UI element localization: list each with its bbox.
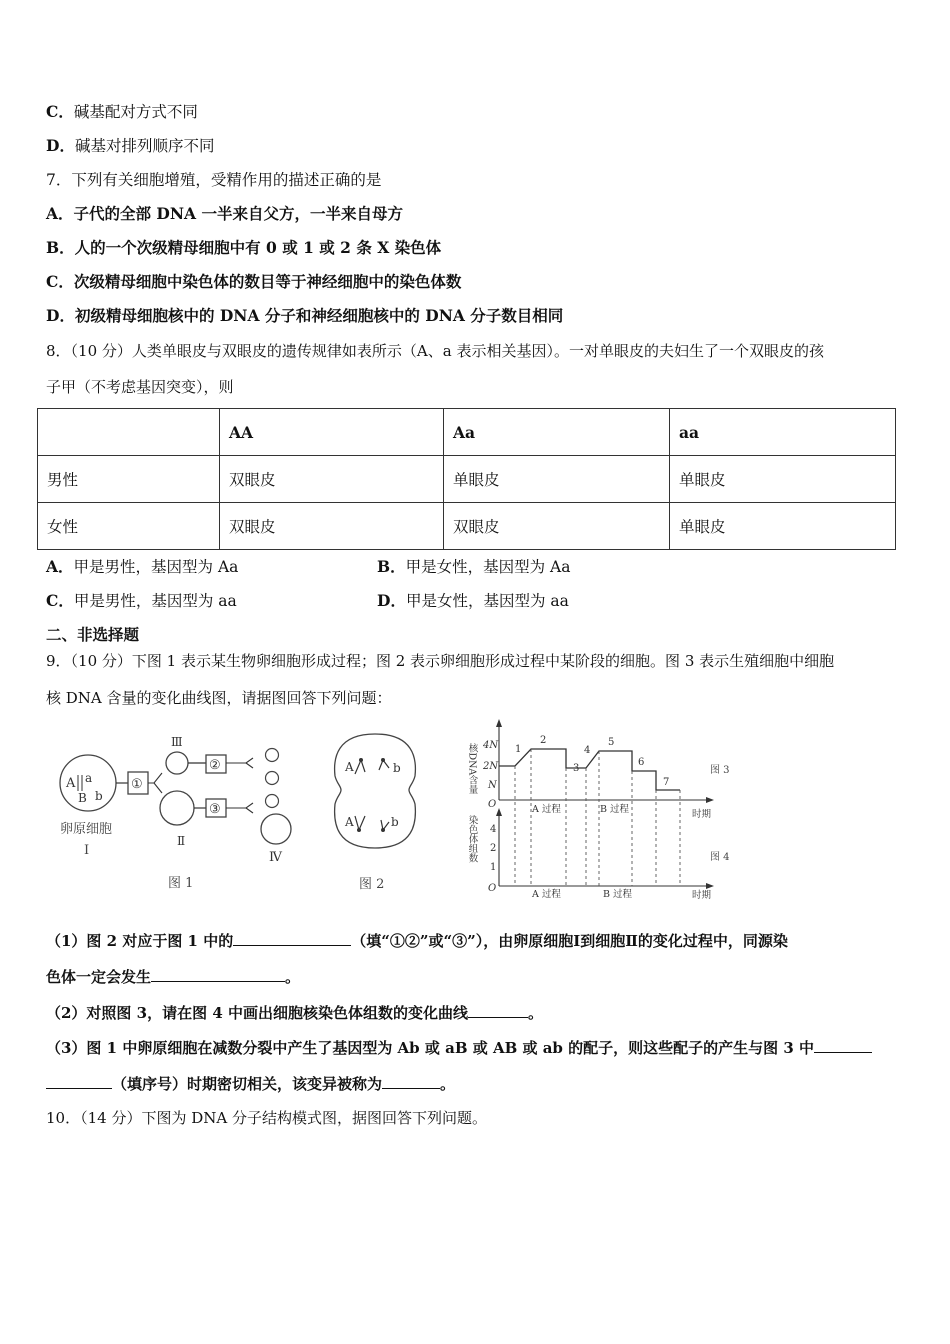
answer-blank[interactable] (151, 966, 285, 982)
option-letter: A． (46, 557, 74, 576)
table-cell: 女性 (38, 503, 220, 550)
q9-stem-line1: 9．（10 分）下图 1 表示某生物卵细胞形成过程；图 2 表示卵细胞形成过程中某阶段的细胞。图 3 表示生殖细胞中细胞 (46, 652, 835, 670)
option-letter: B． (377, 557, 406, 576)
q8-stem-line2: 子甲（不考虑基因突变），则 (46, 378, 234, 396)
x-label: 时期 (692, 890, 712, 900)
q10-stem: 10．（14 分）下图为 DNA 分子结构模式图，据图回答下列问题。 (46, 1109, 487, 1127)
table-cell (38, 409, 220, 456)
text: （2）对照图 3，请在图 4 中画出细胞核染色体组数的变化曲线 (46, 1004, 468, 1022)
q7-option-c (46, 272, 461, 292)
y-tick: 2N (483, 761, 499, 772)
q9-sub2 (46, 1002, 543, 1023)
text: 。 (440, 1075, 456, 1093)
option-text: 初级精母细胞核中的 DNA 分子和神经细胞核中的 DNA 分子数目相同 (74, 306, 564, 325)
stage-label: 6 (638, 757, 645, 768)
option-letter: D． (46, 306, 75, 325)
figure-3-4-charts (460, 715, 740, 900)
table-row (38, 503, 896, 550)
option-letter: D． (377, 591, 406, 610)
option-text: 碱基配对方式不同 (73, 103, 198, 121)
stage-label: 5 (608, 737, 615, 748)
y-tick: 2 (490, 843, 497, 854)
dashed-guides (515, 749, 680, 886)
figure-1-oogenesis-diagram (50, 720, 310, 900)
text: （1）图 2 对应于图 1 中的 (46, 932, 234, 950)
text: （3）图 1 中卵原细胞在减数分裂中产生了基因型为 Ab 或 aB 或 AB 或 ab 的配子，则这些配子的产生与图 3 中 (46, 1039, 815, 1057)
process-label: B 过程 (603, 889, 633, 900)
q8-option-d (377, 591, 569, 611)
gene-label: A (345, 815, 354, 829)
gene-label: b (391, 815, 399, 829)
figure-1-caption: 图 1 (168, 876, 194, 891)
step-1-label: ① (131, 777, 143, 792)
q6-option-d (46, 136, 214, 156)
gene-label: a (85, 771, 93, 785)
option-text: 甲是女性，基因型为 Aa (405, 558, 571, 576)
q6-option-c (46, 102, 198, 122)
y-label: 核DNA含量 (466, 743, 478, 795)
q7-option-a (46, 204, 403, 224)
gene-label: A (345, 760, 354, 774)
answer-blank[interactable] (46, 1073, 112, 1089)
text: 色体一定会发生 (46, 968, 152, 986)
option-text: 次级精母细胞中染色体的数目等于神经细胞中的染色体数 (73, 272, 462, 291)
option-text: 子代的全部 DNA 一半来自父方，一半来自母方 (73, 204, 403, 223)
figure-4-caption: 图 4 (710, 852, 730, 863)
option-letter: C． (46, 272, 74, 291)
process-label: B 过程 (600, 804, 630, 815)
table-cell: 双眼皮 (220, 503, 444, 550)
table-header-row (38, 409, 896, 456)
q9-stem-line2: 核 DNA 含量的变化曲线图，请据图回答下列问题： (46, 689, 392, 707)
option-text: 甲是女性，基因型为 aa (405, 592, 569, 610)
stage-label: 7 (663, 777, 670, 788)
cell-III-label: Ⅲ (171, 735, 183, 749)
option-letter: C． (46, 102, 74, 121)
process-label: A 过程 (532, 889, 561, 900)
text: （填“①②”或“③”），由卵原细胞Ⅰ到细胞Ⅱ的变化过程中，同源染 (351, 932, 788, 950)
stage-label: 4 (584, 745, 591, 756)
cell-IV-label: Ⅳ (269, 850, 282, 865)
y-tick: O (488, 883, 497, 894)
q7-option-b (46, 238, 441, 258)
step-3-label: ③ (209, 802, 221, 817)
table-header-Aa: Aa (444, 409, 670, 456)
cell-II-label: Ⅱ (177, 834, 186, 848)
option-text: 碱基对排列顺序不同 (74, 137, 215, 155)
option-text: 甲是男性，基因型为 Aa (73, 558, 239, 576)
stage-label: 3 (573, 763, 580, 774)
table-row (38, 456, 896, 503)
q9-sub3-line2 (46, 1073, 455, 1094)
answer-blank[interactable] (382, 1073, 440, 1089)
q8-option-a (46, 557, 238, 577)
stage-label: 2 (540, 735, 547, 746)
option-letter: D． (46, 136, 75, 155)
answer-blank[interactable] (814, 1037, 872, 1053)
y-tick: 4 (490, 824, 497, 835)
option-letter: A． (46, 204, 74, 223)
y-tick: N (488, 780, 497, 791)
gene-label: A (66, 776, 76, 791)
table-cell: 双眼皮 (444, 503, 670, 550)
gene-label: B (78, 791, 87, 805)
q9-sub3-line1 (46, 1037, 872, 1058)
figure-2-cell-diagram (325, 728, 425, 898)
q9-sub1-line1 (46, 930, 788, 951)
figure-3-caption: 图 3 (710, 765, 730, 776)
x-label: 时期 (692, 809, 712, 820)
table-cell: 单眼皮 (670, 456, 896, 503)
text: 。 (285, 968, 301, 986)
y-tick: O (488, 799, 497, 810)
gene-label: b (393, 761, 401, 775)
q7-stem: 7．下列有关细胞增殖，受精作用的描述正确的是 (46, 171, 382, 189)
table-header-aa: aa (670, 409, 896, 456)
q9-sub1-line2 (46, 966, 300, 987)
y-tick: 1 (490, 862, 497, 873)
q8-stem-line1: 8．（10 分）人类单眼皮与双眼皮的遗传规律如表所示（A、a 表示相关基因）。一对单眼皮的夫妇生了一个双眼皮的孩 (46, 342, 824, 360)
eyelid-table (37, 408, 896, 550)
text: （填序号）时期密切相关，该变异被称为 (112, 1075, 383, 1093)
table-cell: 单眼皮 (444, 456, 670, 503)
option-text: 甲是男性，基因型为 aa (73, 592, 237, 610)
gene-label: b (95, 789, 103, 803)
table-header-AA: AA (220, 409, 444, 456)
oogonium-label: 卵原细胞 (60, 822, 113, 837)
figure-2-caption: 图 2 (359, 877, 385, 892)
q7-option-d (46, 306, 563, 326)
cell-I-label: Ⅰ (84, 843, 90, 858)
y-tick: 4N (483, 740, 499, 751)
step-2-label: ② (209, 758, 221, 773)
answer-blank[interactable] (468, 1002, 528, 1018)
y-label: 染色体组数 (466, 815, 478, 863)
answer-blank[interactable] (233, 930, 351, 946)
q8-option-b (377, 557, 570, 577)
stage-label: 1 (515, 744, 522, 755)
table-cell: 男性 (38, 456, 220, 503)
section-title: 二、非选择题 (46, 625, 140, 644)
option-letter: B． (46, 238, 75, 257)
option-letter: C． (46, 591, 74, 610)
process-label: A 过程 (532, 804, 561, 815)
text: 。 (527, 1004, 543, 1022)
table-cell: 单眼皮 (670, 503, 896, 550)
q8-option-c (46, 591, 237, 611)
table-cell: 双眼皮 (220, 456, 444, 503)
option-text: 人的一个次级精母细胞中有 0 或 1 或 2 条 X 染色体 (74, 238, 442, 257)
